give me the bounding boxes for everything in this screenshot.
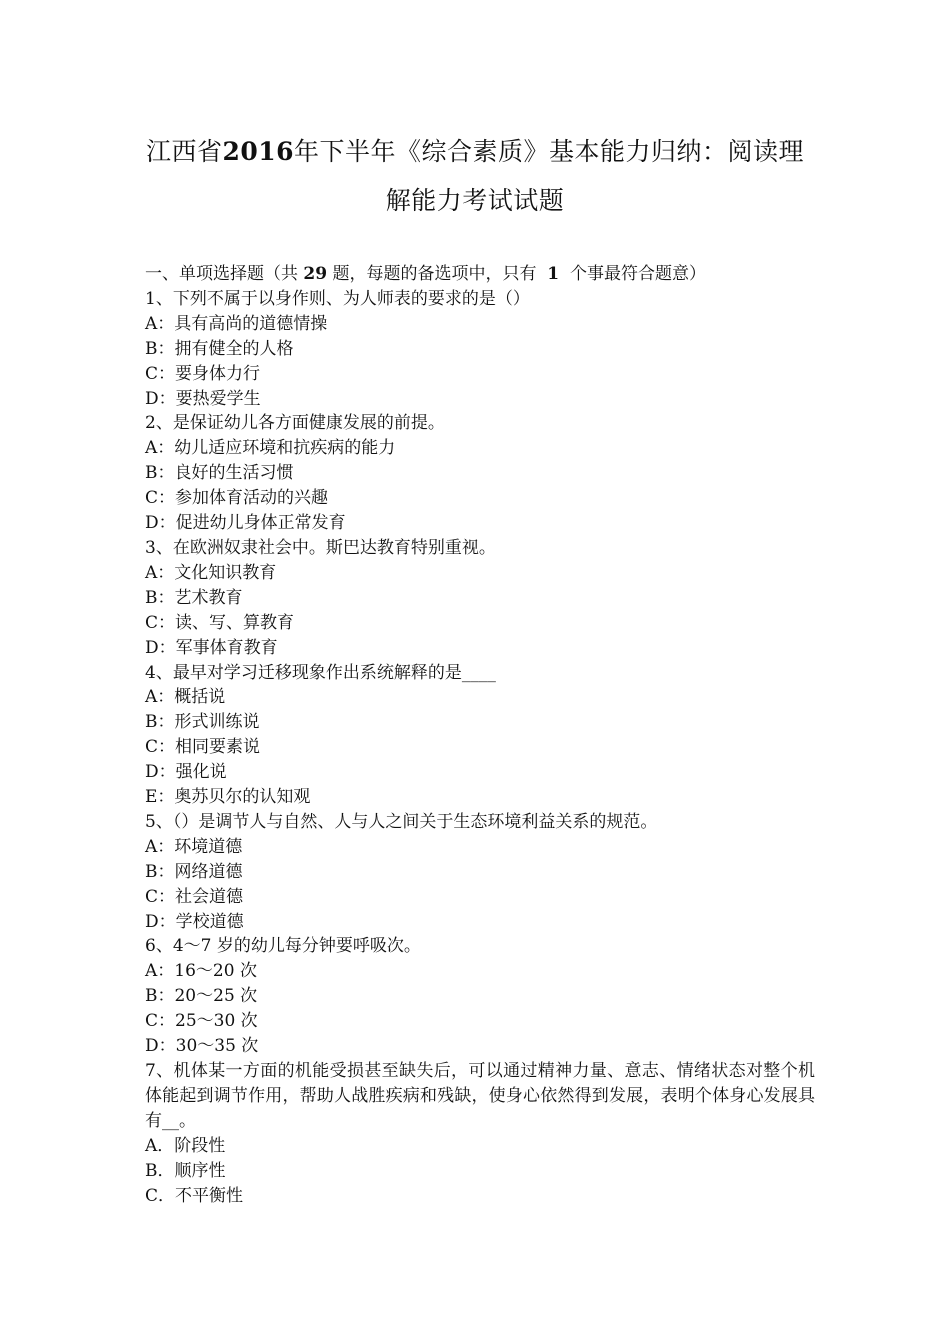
question-stem: 7、机体某一方面的机能受损甚至缺失后，可以通过精神力量、意志、情绪状态对整个机体能起到调节作用，帮助人战胜疾病和残缺，使身心依然得到发展，表明个体身心发展具有__。 [145,1061,815,1131]
answer-option: E：奥苏贝尔的认知观 [145,787,311,808]
answer-count: 1 [547,264,560,284]
answer-option: D：要热爱学生 [145,388,261,409]
title-year: 2016 [222,137,295,166]
answer-option: B：网络道德 [145,861,243,882]
answer-option: C：要身体力行 [145,363,261,384]
answer-option: C：社会道德 [145,886,244,907]
answer-option: A：16～20 次 [145,961,257,982]
answer-option: B：良好的生活习惯 [145,463,294,484]
answer-option: A：环境道德 [145,836,243,857]
answer-option: B：艺术教育 [145,587,243,608]
answer-option: B：20～25 次 [145,986,258,1007]
document-title-line-1 [100,135,850,169]
question-stem: 4、最早对学习迁移现象作出系统解释的是____ [145,662,496,683]
answer-option: C：相同要素说 [145,737,261,758]
answer-option: C：读、写、算教育 [145,612,295,633]
question-stem: 3、在欧洲奴隶社会中。斯巴达教育特别重视。 [145,537,496,558]
answer-option: A．阶段性 [145,1135,226,1156]
section-heading-text: 个事最符合题意） [559,264,706,284]
question-stem: 1、下列不属于以身作则、为人师表的要求的是（） [145,288,530,309]
answer-option: D：军事体育教育 [145,637,278,658]
answer-option: A：具有高尚的道德情操 [145,313,328,334]
question-stem: 5、（）是调节人与自然、人与人之间关于生态环境利益关系的规范。 [145,811,658,832]
section-heading [145,262,815,287]
answer-option: C：参加体育活动的兴趣 [145,488,329,509]
question-count: 29 [303,264,328,284]
section-heading-text: 题，每题的备选项中，只有 [327,264,548,284]
answer-option: A：概括说 [145,687,226,708]
title-text-pre: 江西省 [145,137,223,166]
answer-option: D：强化说 [145,762,227,783]
answer-option: A：幼儿适应环境和抗疾病的能力 [145,438,396,459]
answer-option: D：学校道德 [145,911,244,932]
answer-option: B：拥有健全的人格 [145,338,294,359]
answer-option: C．不平衡性 [145,1185,244,1206]
answer-option: C：25～30 次 [145,1011,258,1032]
question-stem: 6、4～7 岁的幼儿每分钟要呼吸次。 [145,936,421,957]
question-stem: 2、是保证幼儿各方面健康发展的前提。 [145,413,445,434]
title-text-post: 年下半年《综合素质》基本能力归纳：阅读理 [294,137,805,166]
exam-content [145,262,815,1208]
document-title-line-2: 解能力考试试题 [385,186,565,215]
answer-option: B．顺序性 [145,1160,226,1181]
answer-option: D：促进幼儿身体正常发育 [145,513,346,534]
answer-option: A：文化知识教育 [145,562,277,583]
answer-option: B：形式训练说 [145,712,260,733]
section-heading-text: 一、单项选择题（共 [145,264,304,284]
answer-option: D：30～35 次 [145,1036,259,1057]
